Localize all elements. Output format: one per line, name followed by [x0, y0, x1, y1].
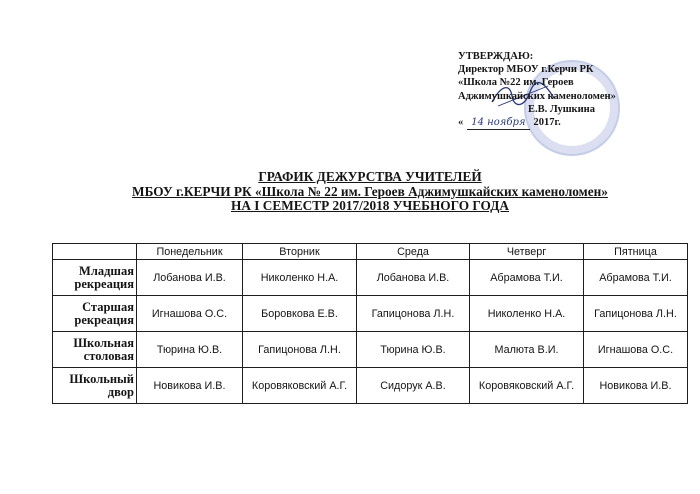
date-open-quote: « [458, 117, 464, 129]
table-cell: Сидорук А.В. [357, 368, 470, 404]
title-line-3: НА I СЕМЕСТР 2017/2018 УЧЕБНОГО ГОДА [230, 198, 509, 213]
approval-school-name: Аджимушкайских каменоломен» [458, 90, 616, 102]
place-line: Старшая [82, 299, 134, 314]
table-header-row [53, 244, 688, 260]
title-line-2: МБОУ г.КЕРЧИ РК «Школа № 22 им. Героев Аджимушкайских каменоломен» [132, 183, 608, 199]
table-cell: Николенко Н.А. [243, 260, 357, 296]
table-cell: Абрамова Т.И. [584, 260, 688, 296]
approval-block [458, 50, 658, 130]
table-cell: Лобанова И.В. [357, 260, 470, 296]
column-header: Вторник [243, 244, 357, 260]
table-cell: Тюрина Ю.В. [357, 332, 470, 368]
place-line: Школьная [73, 335, 134, 350]
table-cell: Гапицонова Л.Н. [584, 296, 688, 332]
table-row [53, 296, 688, 332]
column-header: Понедельник [137, 244, 243, 260]
place-line: столовая [83, 348, 134, 363]
table-row [53, 368, 688, 404]
table-cell: Николенко Н.А. [470, 296, 584, 332]
column-header: Четверг [470, 244, 584, 260]
table-cell: Боровкова Е.В. [243, 296, 357, 332]
date-handwritten: 14 ноября [467, 116, 529, 130]
table-cell: Абрамова Т.И. [470, 260, 584, 296]
row-place [53, 296, 137, 332]
table-cell: Малюта В.И. [470, 332, 584, 368]
table-cell: Игнашова О.С. [137, 296, 243, 332]
approval-signatory: Е.В. Лушкина [528, 103, 595, 115]
row-place [53, 332, 137, 368]
place-line: Младшая [79, 263, 134, 278]
place-line: рекреация [74, 276, 134, 291]
column-header: Пятница [584, 244, 688, 260]
approval-director: Директор МБОУ г.Керчи РК [458, 64, 594, 76]
date-year: 2017г. [533, 117, 561, 129]
header-corner [53, 244, 137, 260]
place-line: рекреация [74, 312, 134, 327]
table-cell: Лобанова И.В. [137, 260, 243, 296]
table-cell: Гапицонова Л.Н. [243, 332, 357, 368]
duty-schedule-table [52, 243, 688, 404]
approval-school: «Школа №22 им. Героев [458, 77, 574, 89]
table-cell: Новикова И.В. [584, 368, 688, 404]
row-place [53, 368, 137, 404]
table-row [53, 260, 688, 296]
row-place [53, 260, 137, 296]
table-cell: Коровяковский А.Г. [243, 368, 357, 404]
table-cell: Гапицонова Л.Н. [357, 296, 470, 332]
document-title [60, 170, 680, 214]
table-cell: Игнашова О.С. [584, 332, 688, 368]
column-header: Среда [357, 244, 470, 260]
title-line-1: ГРАФИК ДЕЖУРСТВА УЧИТЕЛЕЙ [258, 169, 482, 184]
table-cell: Коровяковский А.Г. [470, 368, 584, 404]
approval-date [458, 116, 658, 130]
place-line: Школьный [69, 371, 134, 386]
approval-title: УТВЕРЖДАЮ: [458, 51, 534, 62]
table-cell: Тюрина Ю.В. [137, 332, 243, 368]
table-row [53, 332, 688, 368]
place-line: двор [107, 384, 134, 399]
table-cell: Новикова И.В. [137, 368, 243, 404]
